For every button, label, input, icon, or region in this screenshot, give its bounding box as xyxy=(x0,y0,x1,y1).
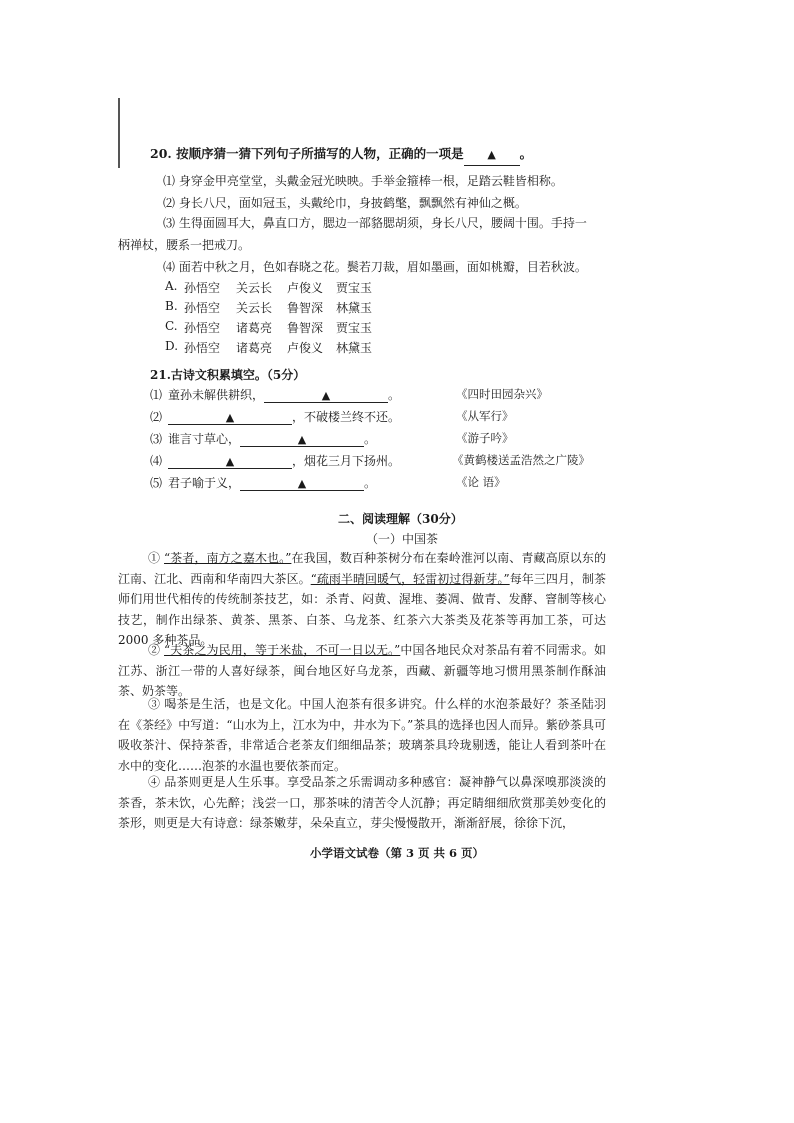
quote-underlined: “茶者，南方之嘉木也。” xyxy=(164,551,292,565)
verse-after: 。 xyxy=(364,476,377,490)
q20-sentence-2: ⑵ 身长八尺，面如冠玉，头戴纶巾，身披鹤氅，飘飘然有神仙之概。 xyxy=(163,196,527,210)
question-20-prompt: 20. 按顺序猜一猜下列句子所描写的人物，正确的一项是 xyxy=(150,146,464,161)
fill-blank-line xyxy=(150,430,376,447)
q20-sentence-1: ⑴ 身穿金甲亮堂堂，头戴金冠光映映。手举金箍棒一根，足踏云鞋皆相称。 xyxy=(163,174,563,188)
item-number: ⑷ xyxy=(150,454,163,468)
paragraph-1 xyxy=(118,548,606,651)
question-21-title: 21.古诗文积累填空。（5分） xyxy=(150,368,306,382)
fill-blank-line xyxy=(150,474,376,491)
option-name: 鲁智深 xyxy=(287,321,324,335)
poem-source: 《四时田园杂兴》 xyxy=(456,387,548,401)
quote-underlined: “疏雨半晴回暖气，轻雷初过得新芽。” xyxy=(310,571,510,586)
option-name: 孙悟空 xyxy=(184,321,221,335)
verse-after: ，不破楼兰终不还。 xyxy=(292,410,401,424)
option-letter[interactable]: A. xyxy=(165,279,178,293)
answer-blank[interactable] xyxy=(168,410,292,425)
paragraph-number: ④ xyxy=(148,775,161,789)
poem-source: 《从军行》 xyxy=(456,409,514,423)
option-name: 诸葛亮 xyxy=(236,341,273,355)
option-name: 林黛玉 xyxy=(336,301,373,315)
page-footer: 小学语文试卷（第 3 页 共 6 页） xyxy=(309,846,485,860)
fill-blank-line xyxy=(150,386,400,403)
paragraph-text: 中国各地民众对茶品有着不同需求。如江苏、浙江一带的人喜好绿茶，闽台地区好乌龙茶，西藏、新疆等地习惯用黑茶制作酥油茶、奶茶等。 xyxy=(118,643,606,698)
paragraph-number: ② xyxy=(148,643,161,657)
paragraph-text: 喝茶是生活，也是文化。中国人泡茶有很多讲究。什么样的水泡茶最好？茶圣陆羽在《茶经》中写道：“山水为上，江水为中，井水为下。”茶具的选择也因人而异。紫砂茶具可吸收茶汁、保持茶香，非常适合老茶友们细细品茶；玻璃茶具玲珑剔透，能让人看到茶叶在水中的变化……泡茶的水温也要依茶而定。 xyxy=(118,697,606,773)
paragraph-2 xyxy=(118,640,606,702)
item-number: ⑸ xyxy=(150,476,163,490)
q20-sentence-4: ⑷ 面若中秋之月，色如春晓之花。鬓若刀裁，眉如墨画，面如桃瓣，目若秋波。 xyxy=(163,260,587,274)
blank-marker: ▲ xyxy=(297,477,307,490)
option-letter[interactable]: D. xyxy=(165,339,179,353)
option-name: 贾宝玉 xyxy=(336,321,373,335)
fill-blank-line xyxy=(150,452,400,469)
option-letter[interactable]: C. xyxy=(165,319,178,333)
paragraph-number: ③ xyxy=(148,697,161,711)
quote-underlined: “夫茶之为民用，等于米盐，不可一日以无。” xyxy=(164,643,401,657)
article-title: （一）中国茶 xyxy=(366,532,439,546)
option-name: 孙悟空 xyxy=(184,301,221,315)
answer-blank[interactable] xyxy=(240,476,364,491)
option-name: 关云长 xyxy=(236,281,273,295)
paragraph-text: 每年三四月，制茶师们用世代相传的传统制茶技艺，如：杀青、闷黄、渥堆、萎凋、做青、发酵、窨制等核心技艺，制作出绿茶、黄茶、黑茶、白茶、乌龙茶、红茶六大茶类及花茶等再加工茶，可达 2000 多种茶品。 xyxy=(118,571,606,647)
blank-marker: ▲ xyxy=(321,389,331,402)
verse-after: 。 xyxy=(388,388,401,402)
option-name: 林黛玉 xyxy=(336,341,373,355)
option-letter[interactable]: B. xyxy=(165,299,178,313)
poem-source: 《论 语》 xyxy=(456,475,506,489)
paragraph-3 xyxy=(118,694,606,776)
blank-marker: ▲ xyxy=(225,411,235,424)
option-name: 孙悟空 xyxy=(184,341,221,355)
blank-marker: ▲ xyxy=(487,148,496,161)
paragraph-4 xyxy=(118,772,606,834)
answer-blank[interactable] xyxy=(264,388,388,403)
question-20-title xyxy=(150,144,610,166)
question-20-suffix: 。 xyxy=(519,146,533,161)
poem-source: 《游子吟》 xyxy=(456,431,514,445)
item-number: ⑵ xyxy=(150,410,163,424)
option-name: 贾宝玉 xyxy=(336,281,373,295)
answer-blank[interactable] xyxy=(464,144,520,166)
verse-after: ，烟花三月下扬州。 xyxy=(292,454,401,468)
paragraph-text: 在我国，数百种茶树分布在秦岭淮河以南、青藏高原以东的江南、江北、西南和华南四大茶区。 xyxy=(118,551,606,586)
verse-before: 君子喻于义， xyxy=(168,476,241,490)
option-name: 诸葛亮 xyxy=(236,321,273,335)
section-title: 二、阅读理解（30分） xyxy=(338,512,463,526)
poem-source: 《黄鹤楼送孟浩然之广陵》 xyxy=(452,453,590,467)
scan-edge-line xyxy=(118,98,120,168)
option-name: 鲁智深 xyxy=(287,301,324,315)
verse-after: 。 xyxy=(364,432,377,446)
paragraph-text: 品茶则更是人生乐事。享受品茶之乐需调动多种感官：凝神静气以鼻深嗅那淡淡的茶香，茶未饮，心先醉；浅尝一口，那茶味的清苦令人沉静；再定睛细细欣赏那美妙变化的茶形，则更是大有诗意：绿茶嫩芽，朵朵直立，芽尖慢慢散开，渐渐舒展，徐徐下沉， xyxy=(118,775,606,830)
fill-blank-line xyxy=(150,408,400,425)
blank-marker: ▲ xyxy=(225,455,235,468)
q20-sentence-3a: ⑶ 生得面圆耳大，鼻直口方，腮边一部貉腮胡须，身长八尺，腰阔十围。手持一 xyxy=(163,216,587,230)
blank-marker: ▲ xyxy=(297,433,307,446)
verse-before: 谁言寸草心， xyxy=(168,432,241,446)
verse-before: 童孙未解供耕织， xyxy=(168,388,265,402)
option-name: 孙悟空 xyxy=(184,281,221,295)
option-name: 卢俊义 xyxy=(287,281,324,295)
option-name: 卢俊义 xyxy=(287,341,324,355)
q20-sentence-3b: 柄禅杖，腰系一把戒刀。 xyxy=(118,238,251,252)
option-name: 关云长 xyxy=(236,301,273,315)
answer-blank[interactable] xyxy=(168,454,292,469)
answer-blank[interactable] xyxy=(240,432,364,447)
paragraph-number: ① xyxy=(148,551,161,565)
item-number: ⑴ xyxy=(150,388,163,402)
item-number: ⑶ xyxy=(150,432,163,446)
